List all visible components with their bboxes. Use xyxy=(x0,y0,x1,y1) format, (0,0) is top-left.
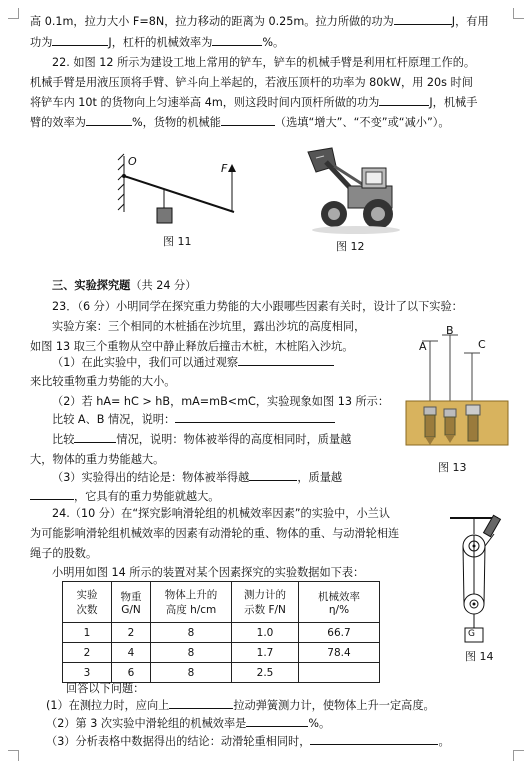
table-header-row xyxy=(63,582,380,623)
loader-illustration xyxy=(296,148,406,236)
question-23-line: 比较 情况，说明：物体被举得的高度相同时，质量越 xyxy=(52,433,352,446)
label-f: F xyxy=(221,162,228,175)
pulley-diagram xyxy=(448,514,508,644)
question-24-line: 为可能影响滑轮组机械效率的因素有动滑轮的重、物体的重、与动滑轮相连 xyxy=(30,527,400,540)
table-cell: 1 xyxy=(63,623,112,643)
weight-drop-diagram xyxy=(404,335,514,455)
answer-blank xyxy=(169,698,233,709)
question-23-line: 23．（6 分）小明同学在探究重力势能的大小跟哪些因素有关时，设计了以下实验： xyxy=(52,300,463,313)
table-cell xyxy=(299,663,380,683)
question-22-line: 臂的效率为 %，货物的机械能 （选填“增大”、“不变”或“减小”）。 xyxy=(30,116,450,129)
table-cell: 4 xyxy=(112,643,151,663)
answer-blank xyxy=(394,14,452,25)
answer-blank xyxy=(74,432,116,443)
label-c: C xyxy=(478,338,486,351)
table-cell: 8 xyxy=(151,663,232,683)
label-o: O xyxy=(128,155,137,168)
sub-question-1: (1）在测拉力时，应向上 拉动弹簧测力计，使物体上升一定高度。 xyxy=(46,699,435,712)
question-23-line: （2）若 hA= hC > hB，mA=mB<mC，实验现象如图 13 所示： xyxy=(52,395,390,408)
question-23-line: （1）在此实验中，我们可以通过观察 xyxy=(52,355,334,371)
question-23-line: ，它具有的重力势能就越大。 xyxy=(30,489,219,505)
table-header-cell: 实验 次数 xyxy=(63,582,112,623)
sub-question-3: （3）分析表格中数据得出的结论：动滑轮重相同时， 。 xyxy=(46,735,450,748)
answer-blank xyxy=(246,716,308,727)
label-g: G xyxy=(468,629,475,639)
table-cell: 8 xyxy=(151,643,232,663)
question-24-line: 24.（10 分）在“探究影响滑轮组的机械效率因素”的实验中，小兰认 xyxy=(52,507,391,520)
table-header-cell: 测力计的 示数 F/N xyxy=(232,582,299,623)
label-b: B xyxy=(446,324,454,337)
figure-14-caption: 图 14 xyxy=(465,650,494,663)
corner-mark xyxy=(513,8,524,19)
question-23-line: 实验方案：三个相同的木桩插在沙坑里，露出沙坑的高度相同， xyxy=(52,320,366,333)
sub-question-2: （2）第 3 次实验中滑轮组的机械效率是 %。 xyxy=(46,717,331,730)
figure-12-caption: 图 12 xyxy=(336,240,365,253)
figure-13-caption: 图 13 xyxy=(438,461,467,474)
answer-blank xyxy=(212,35,262,46)
table-cell: 1.0 xyxy=(232,623,299,643)
question-23-line: 大，物体的重力势能越大。 xyxy=(30,453,165,466)
answer-blank xyxy=(86,115,132,126)
question-23-line: 比较 A、B 情况，说明： xyxy=(52,412,335,428)
question-23-line: （3）实验得出的结论是：物体被举得越 ，质量越 xyxy=(52,471,343,484)
figure-11-caption: 图 11 xyxy=(163,235,192,248)
table-cell: 3 xyxy=(63,663,112,683)
table-cell: 2.5 xyxy=(232,663,299,683)
label-a: A xyxy=(419,340,427,353)
table-cell: 66.7 xyxy=(299,623,380,643)
table-cell: 2 xyxy=(112,623,151,643)
section-3-heading: 三、实验探究题（共 24 分） xyxy=(52,279,197,292)
question-22-line: 22. 如图 12 所示为建设工地上常用的铲车，铲车的机械手臂是利用杠杆原理工作的。 xyxy=(52,56,476,69)
table-cell: 8 xyxy=(151,623,232,643)
question-24-line: 小明用如图 14 所示的装置对某个因素探究的实验数据如下表： xyxy=(52,566,365,579)
answer-blank xyxy=(221,115,275,126)
answer-blank xyxy=(310,734,438,745)
table-cell: 1.7 xyxy=(232,643,299,663)
answer-blank xyxy=(379,95,429,106)
table-header-cell: 物体上升的 高度 h/cm xyxy=(151,582,232,623)
question-23-line: 来比较重物重力势能的大小。 xyxy=(30,375,176,388)
table-header-cell: 机械效率 η/% xyxy=(299,582,380,623)
experiment-data-table xyxy=(62,581,380,683)
table-row xyxy=(63,663,380,683)
question-24-line: 绳子的股数。 xyxy=(30,547,98,560)
question-21-line: 高 0.1m，拉力大小 F=8N，拉力移动的距离为 0.25m。拉力所做的功为 J，有用 xyxy=(30,15,489,28)
answer-blank xyxy=(238,355,334,366)
corner-mark xyxy=(8,8,19,19)
question-23-line: 如图 13 取三个重物从空中静止释放后撞击木桩，木桩陷入沙坑。 xyxy=(30,340,354,353)
corner-mark xyxy=(8,750,19,761)
question-21-line: 功为 J，杠杆的机械效率为 %。 xyxy=(30,36,285,49)
table-cell: 6 xyxy=(112,663,151,683)
answer-blank xyxy=(175,412,335,423)
table-row xyxy=(63,623,380,643)
table-cell: 2 xyxy=(63,643,112,663)
answer-blank xyxy=(52,35,108,46)
question-22-line: 机械手臂是用液压顶将手臂、铲斗向上举起的，若液压顶杆的功率为 80kW，用 20s 时间 xyxy=(30,76,473,89)
answer-blank xyxy=(30,489,74,500)
table-row xyxy=(63,643,380,663)
answer-blank xyxy=(249,470,297,481)
corner-mark xyxy=(513,750,524,761)
table-cell: 78.4 xyxy=(299,643,380,663)
question-22-line: 将铲车内 10t 的货物向上匀速举高 4m，则这段时间内顶杆所做的功为 J，机械手 xyxy=(30,96,478,109)
answer-prompt: 回答以下问题： xyxy=(66,682,145,695)
table-header-cell: 物重 G/N xyxy=(112,582,151,623)
